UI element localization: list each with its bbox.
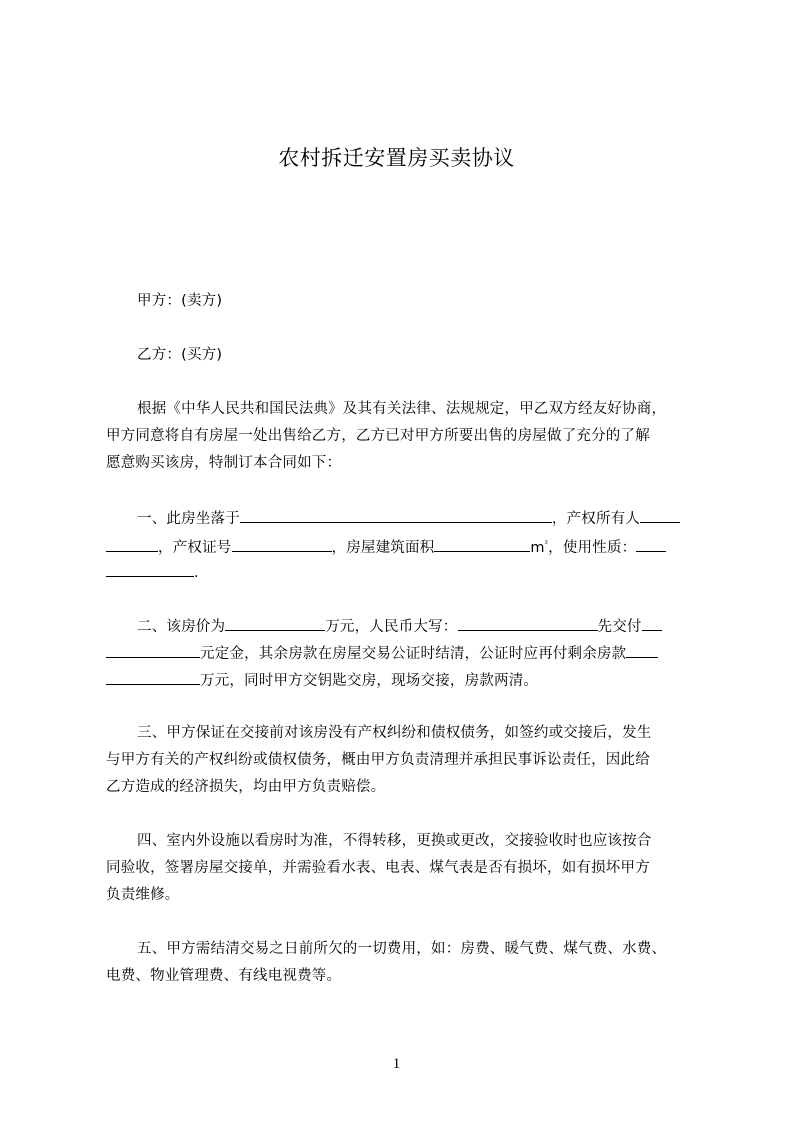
clause1-line-3 (106, 561, 199, 583)
area-blank[interactable] (434, 536, 530, 552)
clause2-line-1 (137, 615, 662, 637)
clause3-line-1: 三、甲方保证在交接前对该房没有产权纠纷和债权债务，如签约或交接后，发生 (137, 725, 652, 741)
clause2-text: 万元，人民币大写： (325, 619, 458, 635)
party-b-line: 乙方：(买方) (137, 347, 223, 363)
deposit-blank[interactable] (642, 615, 662, 631)
price-uppercase-blank[interactable] (458, 615, 598, 631)
clause2-text: 万元，同时甲方交钥匙交房，现场交接，房款两清。 (200, 673, 539, 689)
clause1-text: ，产权所有人 (551, 511, 641, 527)
clause1-end: . (194, 565, 199, 581)
preamble-line-1: 根据《中华人民共和国民法典》及其有关法律、法规规定，甲乙双方经友好协商， (137, 401, 667, 417)
clause5-line-1: 五、甲方需结清交易之日前所欠的一切费用，如：房费、暖气费、煤气费、水费、 (137, 941, 667, 957)
clause3-line-3: 乙方造成的经济损失，均由甲方负责赔偿。 (106, 779, 386, 795)
preamble-line-2: 甲方同意将自有房屋一处出售给乙方，乙方已对甲方所要出售的房屋做了充分的了解 (106, 428, 650, 444)
location-blank[interactable] (240, 507, 552, 523)
usage-blank[interactable] (636, 536, 666, 552)
balance-blank-cont[interactable] (106, 669, 200, 685)
clause1-text: ，房屋建筑面积 (331, 539, 435, 556)
clause2-text: 元定金，其余房款在房屋交易公证时结清，公证时应再付剩余房款 (200, 646, 627, 662)
balance-blank[interactable] (626, 642, 658, 658)
clause1-line-1 (137, 507, 680, 529)
area-unit: m (530, 539, 545, 556)
price-blank[interactable] (225, 615, 325, 631)
clause3-line-2: 与甲方有关的产权纠纷或债权债务，概由甲方负责清理并承担民事诉讼责任，因此给 (106, 752, 650, 768)
clause4-line-1: 四、室内外设施以看房时为准，不得转移，更换或更改，交接验收时也应该按合 (137, 833, 652, 849)
preamble-line-3: 愿意购买该房，特制订本合同如下： (106, 455, 342, 471)
clause4-line-3: 负责维修。 (106, 887, 180, 903)
clause1-text: ，使用性质： (548, 539, 637, 556)
deposit-blank-cont[interactable] (106, 642, 200, 658)
usage-blank-cont[interactable] (106, 561, 194, 577)
clause1-text: ，产权证号 (158, 539, 232, 556)
certificate-number-blank[interactable] (232, 536, 332, 552)
page-title: 农村拆迁安置房买卖协议 (278, 146, 515, 170)
owner-blank-cont[interactable] (106, 536, 158, 552)
party-a-line: 甲方：(卖方) (137, 293, 223, 309)
clause1-text: 一、此房坐落于 (137, 511, 240, 527)
area-unit-sup: ² (544, 539, 549, 548)
clause2-line-2 (106, 642, 658, 664)
clause2-line-3 (106, 669, 538, 691)
clause1-line-2 (106, 534, 666, 558)
clause2-text: 先交付 (597, 619, 642, 635)
clause2-text: 二、该房价为 (137, 619, 226, 635)
owner-blank[interactable] (640, 507, 680, 523)
page-number: 1 (392, 1056, 401, 1072)
clause5-line-2: 电费、物业管理费、有线电视费等。 (106, 968, 342, 984)
clause4-line-2: 同验收，签署房屋交接单，并需验看水表、电表、煤气表是否有损坏，如有损坏甲方 (106, 860, 650, 876)
